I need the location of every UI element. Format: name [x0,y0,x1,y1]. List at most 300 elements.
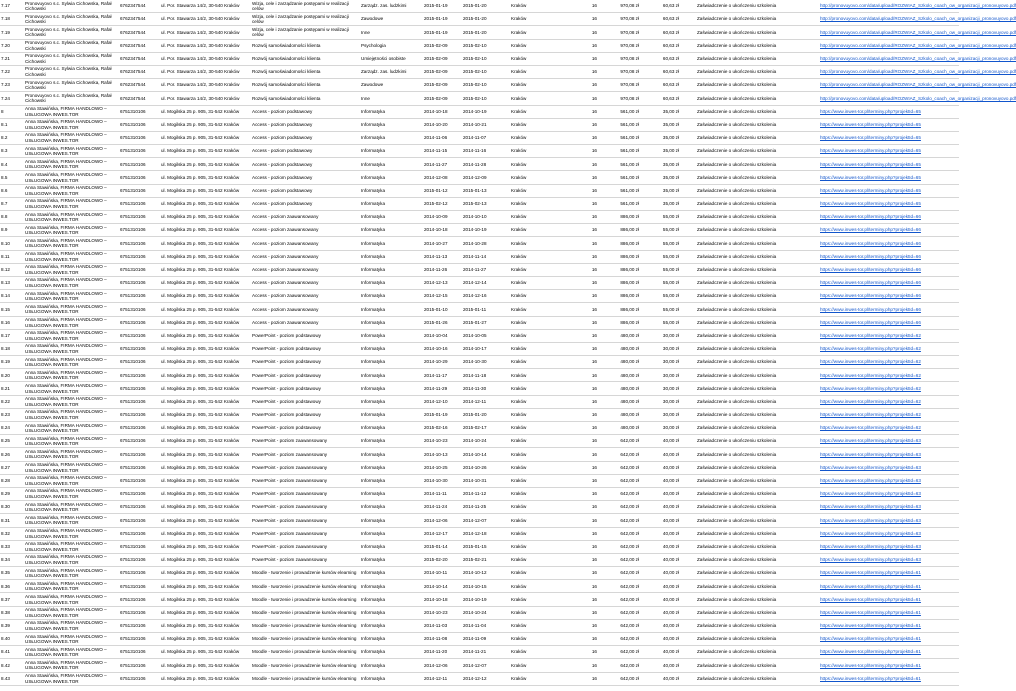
course-link[interactable]: https://www.inwes-tor.pl/terminy.php?projektId=61 [820,662,921,668]
end-date: 2015-02-10 [463,42,487,48]
hours: 16 [591,253,597,259]
provider-address: ul. Mogilska 25 p. 905, 31-542 Kraków [161,451,240,457]
tax-id: 6751310106 [120,517,146,523]
price: 561,00 zł [620,201,639,207]
table-row [0,53,1016,66]
course-link[interactable]: https://www.inwes-tor.pl/terminy.php?projektId=63 [820,491,921,497]
course-link[interactable]: https://www.inwes-tor.pl/terminy.php?projektId=62 [820,359,921,365]
course-link[interactable]: https://www.inwes-tor.pl/terminy.php?projektId=65 [820,108,921,114]
row-number: 8.19 [1,359,10,365]
end-date: 2015-01-20 [463,16,487,22]
course-link[interactable]: https://www.inwes-tor.pl/terminy.php?projektId=66 [820,240,921,246]
city: Kraków [511,95,527,101]
city: Kraków [511,240,527,246]
course-category: Informatyka [361,148,385,154]
course-link[interactable]: https://www.inwes-tor.pl/terminy.php?projektId=61 [820,623,921,629]
course-title: Access - poziom podstawowy [252,174,313,180]
provider-address: ul. Mogilska 25 p. 905, 31-542 Kraków [161,675,240,681]
course-title: Access - poziom zaawansowany [252,293,319,299]
provider-name: Anna Stawińska, FIRMA HANDLOWO – USŁUGOWA INWES.TOR [25,237,107,249]
city: Kraków [511,346,527,352]
course-link[interactable]: https://www.inwes-tor.pl/terminy.php?projektId=66 [820,293,921,299]
hours: 16 [591,372,597,378]
tax-id: 6751310106 [120,293,146,299]
course-link[interactable]: https://www.inwes-tor.pl/terminy.php?projektId=62 [820,372,921,378]
provider-name: Anna Stawińska, FIRMA HANDLOWO – USŁUGOWA INWES.TOR [25,251,107,262]
tax-id: 6751310106 [120,557,146,563]
row-number: 8.23 [1,412,10,418]
hours: 16 [591,675,597,681]
course-link[interactable]: https://www.inwes-tor.pl/terminy.php?projektId=61 [820,675,921,681]
table-row [0,396,959,409]
row-number: 8.4 [1,161,8,167]
hours: 16 [591,293,597,299]
row-number: 8.32 [1,530,10,536]
start-date: 2015-02-09 [424,42,448,48]
certificate-type: Zaświadczenie o ukończeniu szkolenia [697,530,777,536]
price-per-hour: 40,00 zł [662,491,679,497]
course-link[interactable]: https://www.inwes-tor.pl/terminy.php?projektId=62 [820,398,921,404]
course-link[interactable]: https://www.inwes-tor.pl/terminy.php?projektId=66 [820,306,921,312]
course-title: Moodle - tworzenie i prowadzenie kursów elearning [252,570,357,576]
course-category: Zawodowe [361,16,384,22]
provider-address: ul. Mogilska 25 p. 905, 31-542 Kraków [161,596,240,602]
price: 970,08 zł [620,69,639,75]
provider-name: Anna Stawińska, FIRMA HANDLOWO – USŁUGOWA INWES.TOR [25,198,107,209]
price-per-hour: 30,00 zł [662,398,679,404]
course-category: Informatyka [361,214,385,220]
row-number: 8.39 [1,623,10,629]
end-date: 2014-10-17 [463,346,487,352]
certificate-type: Zaświadczenie o ukończeniu szkolenia [697,42,777,48]
course-link[interactable]: https://www.inwes-tor.pl/terminy.php?projektId=65 [820,148,921,154]
city: Kraków [511,543,527,549]
city: Kraków [511,530,527,536]
course-title: Access - poziom podstawowy [252,121,313,127]
course-title: Moodle - tworzenie i prowadzenie kursów elearning [252,609,357,615]
start-date: 2014-10-20 [424,121,448,127]
end-date: 2014-12-18 [463,530,487,536]
price-per-hour: 40,00 zł [662,609,679,615]
course-link[interactable]: https://www.inwes-tor.pl/terminy.php?projektId=62 [820,425,921,431]
end-date: 2014-11-27 [463,267,487,273]
provider-name: Anna Stawińska, FIRMA HANDLOWO – USŁUGOWA INWES.TOR [25,593,107,605]
end-date: 2015-02-10 [463,56,487,62]
end-date: 2014-11-16 [463,148,487,154]
certificate-type: Zaświadczenie o ukończeniu szkolenia [697,385,777,391]
price: 642,00 zł [620,583,639,589]
provider-address: ul. Mogilska 25 p. 905, 31-542 Kraków [161,332,240,338]
start-date: 2014-11-26 [424,267,448,273]
certificate-type: Zaświadczenie o ukończeniu szkolenia [697,543,777,549]
course-title: PowerPoint - poziom zaawansowany [252,543,328,549]
course-link[interactable]: https://www.inwes-tor.pl/terminy.php?projektId=61 [820,570,921,576]
course-link[interactable]: http://pronovuyovo.com/data/upload/ROZWIAZ_Szkolo_coach_ow_organizacji_pronovuyovo.pdf [820,56,1016,62]
course-link[interactable]: https://www.inwes-tor.pl/terminy.php?projektId=66 [820,227,921,233]
provider-address: ul. Mogilska 25 p. 905, 31-542 Kraków [161,530,240,536]
course-title: Access - poziom zaawansowany [252,267,319,273]
hours: 16 [591,16,597,22]
provider-address: ul. Mogilska 25 p. 905, 31-542 Kraków [161,662,240,668]
course-link[interactable]: https://www.inwes-tor.pl/terminy.php?projektId=66 [820,253,921,259]
certificate-type: Zaświadczenie o ukończeniu szkolenia [697,267,777,273]
price-per-hour: 30,00 zł [662,332,679,338]
course-category: Informatyka [361,491,385,497]
provider-address: ul. Mogilska 25 p. 905, 31-542 Kraków [161,359,240,365]
provider-address: ul. Por. Stawarza 14/2, 30-540 Kraków [161,42,240,48]
end-date: 2014-10-12 [463,570,487,576]
course-link[interactable]: https://www.inwes-tor.pl/terminy.php?projektId=61 [820,649,921,655]
table-row [0,448,959,461]
provider-address: ul. Mogilska 25 p. 905, 31-542 Kraków [161,174,240,180]
course-title: Rozwój samoświadomości klienta [252,82,321,88]
table-row [0,132,959,145]
certificate-type: Zaświadczenie o ukończeniu szkolenia [697,95,777,101]
price-per-hour: 40,00 zł [662,636,679,642]
course-category: Informatyka [361,438,385,444]
end-date: 2014-10-19 [463,108,487,114]
city: Kraków [511,108,527,114]
row-number: 8.35 [1,570,10,576]
hours: 16 [591,504,597,510]
course-link[interactable]: http://pronovuyovo.com/data/upload/ROZWIAZ_Szkolo_coach_ow_organizacji_pronovuyovo.pdf [820,42,1016,48]
row-number: 8.3 [1,148,8,154]
tax-id: 6751310106 [120,596,146,602]
course-link[interactable]: https://www.inwes-tor.pl/terminy.php?projektId=65 [820,135,921,141]
course-category: Informatyka [361,253,385,259]
hours: 16 [591,121,597,127]
hours: 16 [591,385,597,391]
course-link[interactable]: https://www.inwes-tor.pl/terminy.php?projektId=61 [820,609,921,615]
tax-id: 6751310106 [120,583,146,589]
price: 480,00 zł [620,332,639,338]
row-number: 7.17 [1,3,10,9]
table-row [0,158,959,171]
price: 886,00 zł [620,293,639,299]
price: 642,00 zł [620,438,639,444]
start-date: 2014-12-08 [424,174,448,180]
end-date: 2014-11-18 [463,372,487,378]
start-date: 2015-01-12 [424,187,448,193]
row-number: 8.13 [1,280,10,286]
provider-address: ul. Mogilska 25 p. 905, 31-542 Kraków [161,227,240,233]
provider-name: Anna Stawińska, FIRMA HANDLOWO – USŁUGOWA INWES.TOR [25,330,107,341]
course-link[interactable]: https://www.inwes-tor.pl/terminy.php?projektId=66 [820,267,921,273]
start-date: 2014-10-11 [424,570,448,576]
course-title: Moodle - tworzenie i prowadzenie kursów elearning [252,623,357,629]
price: 561,00 zł [620,148,639,154]
tax-id: 6762347544 [120,95,146,101]
certificate-type: Zaświadczenie o ukończeniu szkolenia [697,372,777,378]
certificate-type: Zaświadczenie o ukończeniu szkolenia [697,319,777,325]
certificate-type: Zaświadczenie o ukończeniu szkolenia [697,570,777,576]
table-row [0,356,959,369]
course-link[interactable]: http://pronovuyovo.com/data/upload/ROZWIAZ_Szkolo_coach_ow_organizacji_pronovuyovo.pdf [820,95,1016,101]
tax-id: 6751310106 [120,187,146,193]
course-link[interactable]: https://www.inwes-tor.pl/terminy.php?projektId=65 [820,187,921,193]
city: Kraków [511,398,527,404]
city: Kraków [511,16,527,22]
tax-id: 6751310106 [120,609,146,615]
provider-address: ul. Por. Stawarza 14/2, 30-540 Kraków [161,56,240,62]
course-link[interactable]: https://www.inwes-tor.pl/terminy.php?projektId=63 [820,557,921,563]
row-number: 8.29 [1,491,10,497]
provider-name: Anna Stawińska, FIRMA HANDLOWO – USŁUGOWA INWES.TOR [25,567,107,579]
price-per-hour: 55,00 zł [662,319,679,325]
table-row [0,435,959,448]
city: Kraków [511,227,527,233]
course-link[interactable]: https://www.inwes-tor.pl/terminy.php?projektId=63 [820,517,921,523]
price: 886,00 zł [620,267,639,273]
table-row [0,593,959,606]
course-category: Informatyka [361,464,385,470]
price-per-hour: 30,00 zł [662,359,679,365]
provider-name: Anna Stawińska, FIRMA HANDLOWO – USŁUGOWA INWES.TOR [25,673,107,684]
course-title: PowerPoint - poziom podstawowy [252,425,321,431]
table-row [0,462,959,475]
certificate-type: Zaświadczenie o ukończeniu szkolenia [697,596,777,602]
row-number: 8 [1,108,4,114]
provider-address: ul. Por. Stawarza 14/2, 30-540 Kraków [161,95,240,101]
course-title: Access - poziom zaawansowany [252,214,319,220]
end-date: 2015-01-20 [463,3,487,9]
price-per-hour: 40,00 zł [662,504,679,510]
start-date: 2014-10-25 [424,464,448,470]
course-title: PowerPoint - poziom zaawansowany [252,451,328,457]
end-date: 2014-11-30 [463,385,487,391]
table-row [0,580,959,593]
course-link[interactable]: https://www.inwes-tor.pl/terminy.php?projektId=63 [820,543,921,549]
course-link[interactable]: https://www.inwes-tor.pl/terminy.php?projektId=62 [820,346,921,352]
hours: 16 [591,227,597,233]
provider-address: ul. Mogilska 25 p. 905, 31-542 Kraków [161,570,240,576]
end-date: 2015-01-11 [463,306,487,312]
tax-id: 6751310106 [120,438,146,444]
hours: 16 [591,135,597,141]
course-link[interactable]: http://pronovuyovo.com/data/upload/ROZWIAZ_Szkolo_coach_ow_organizacji_pronovuyovo.pdf [820,16,1016,22]
city: Kraków [511,253,527,259]
course-link[interactable]: https://www.inwes-tor.pl/terminy.php?projektId=63 [820,530,921,536]
course-category: Informatyka [361,280,385,286]
city: Kraków [511,557,527,563]
course-link[interactable]: https://www.inwes-tor.pl/terminy.php?projektId=66 [820,214,921,220]
end-date: 2015-01-20 [463,412,487,418]
end-date: 2014-12-09 [463,174,487,180]
tax-id: 6751310106 [120,332,146,338]
start-date: 2014-12-11 [424,675,448,681]
course-link[interactable]: https://www.inwes-tor.pl/terminy.php?projektId=61 [820,596,921,602]
course-link[interactable]: http://pronovuyovo.com/data/upload/ROZWIAZ_Szkolo_coach_ow_organizacji_pronovuyovo.pdf [820,69,1016,75]
price-per-hour: 60,63 zł [662,42,679,48]
start-date: 2015-01-10 [424,306,448,312]
end-date: 2015-02-21 [463,557,487,563]
course-link[interactable]: https://www.inwes-tor.pl/terminy.php?projektId=65 [820,201,921,207]
course-link[interactable]: http://pronovuyovo.com/data/upload/ROZWIAZ_Szkolo_coach_ow_organizacji_pronovuyovo.pdf [820,29,1016,35]
certificate-type: Zaświadczenie o ukończeniu szkolenia [697,451,777,457]
row-number: 8.34 [1,557,10,563]
provider-address: ul. Por. Stawarza 14/2, 30-540 Kraków [161,3,240,9]
price: 642,00 zł [620,543,639,549]
price-per-hour: 55,00 zł [662,227,679,233]
tax-id: 6751310106 [120,319,146,325]
course-link[interactable]: http://pronovuyovo.com/data/upload/ROZWIAZ_Szkolo_coach_ow_organizacji_pronovuyovo.pdf [820,82,1016,88]
provider-address: ul. Mogilska 25 p. 905, 31-542 Kraków [161,543,240,549]
tax-id: 6751310106 [120,214,146,220]
tax-id: 6751310106 [120,135,146,141]
course-title: Rozwój samoświadomości klienta [252,95,321,101]
course-title: Wizja, cele i zarządzanie postępami w realizacji celów [252,13,349,25]
course-link[interactable]: https://www.inwes-tor.pl/terminy.php?projektId=62 [820,412,921,418]
price-per-hour: 30,00 zł [662,425,679,431]
hours: 16 [591,346,597,352]
row-number: 8.12 [1,267,10,273]
course-link[interactable]: https://www.inwes-tor.pl/terminy.php?projektId=62 [820,385,921,391]
end-date: 2015-01-20 [463,29,487,35]
course-title: PowerPoint - poziom zaawansowany [252,491,328,497]
hours: 16 [591,108,597,114]
end-date: 2014-10-28 [463,240,487,246]
end-date: 2014-11-09 [463,636,487,642]
course-title: Moodle - tworzenie i prowadzenie kursów elearning [252,649,357,655]
price-per-hour: 30,00 zł [662,346,679,352]
city: Kraków [511,425,527,431]
start-date: 2014-12-06 [424,662,448,668]
hours: 16 [591,187,597,193]
certificate-type: Zaświadczenie o ukończeniu szkolenia [697,636,777,642]
hours: 16 [591,42,597,48]
price-per-hour: 55,00 zł [662,306,679,312]
provider-name: Anna Stawińska, FIRMA HANDLOWO – USŁUGOWA INWES.TOR [25,277,107,289]
provider-name: Anna Stawińska, FIRMA HANDLOWO – USŁUGOWA INWES.TOR [25,211,107,223]
price-per-hour: 60,63 zł [662,82,679,88]
price-per-hour: 60,63 zł [662,16,679,22]
price-per-hour: 40,00 zł [662,675,679,681]
table-row [0,303,959,316]
course-category: Informatyka [361,135,385,141]
tax-id: 6751310106 [120,412,146,418]
start-date: 2014-12-17 [424,530,448,536]
price-per-hour: 55,00 zł [662,214,679,220]
price-per-hour: 35,00 zł [662,108,679,114]
course-link[interactable]: https://www.inwes-tor.pl/terminy.php?projektId=63 [820,478,921,484]
course-link[interactable]: https://www.inwes-tor.pl/terminy.php?projektId=66 [820,319,921,325]
row-number: 8.18 [1,346,10,352]
certificate-type: Zaświadczenie o ukończeniu szkolenia [697,359,777,365]
provider-name: Anna Stawińska, FIRMA HANDLOWO – USŁUGOWA INWES.TOR [25,317,107,328]
end-date: 2014-10-24 [463,609,487,615]
price: 642,00 zł [620,464,639,470]
hours: 16 [591,148,597,154]
course-link[interactable]: https://www.inwes-tor.pl/terminy.php?projektId=63 [820,464,921,470]
start-date: 2014-11-17 [424,372,448,378]
end-date: 2014-10-21 [463,121,487,127]
tax-id: 6751310106 [120,478,146,484]
provider-address: ul. Mogilska 25 p. 905, 31-542 Kraków [161,372,240,378]
course-link[interactable]: https://www.inwes-tor.pl/terminy.php?projektId=63 [820,451,921,457]
end-date: 2014-11-04 [463,623,487,629]
table-row [0,92,1016,105]
course-link[interactable]: https://www.inwes-tor.pl/terminy.php?projektId=61 [820,636,921,642]
course-link[interactable]: https://www.inwes-tor.pl/terminy.php?projektId=66 [820,280,921,286]
price-per-hour: 55,00 zł [662,293,679,299]
course-link[interactable]: https://www.inwes-tor.pl/terminy.php?projektId=65 [820,174,921,180]
course-title: Moodle - tworzenie i prowadzenie kursów elearning [252,662,357,668]
course-category: Informatyka [361,359,385,365]
end-date: 2014-11-28 [463,161,487,167]
course-title: PowerPoint - poziom podstawowy [252,346,321,352]
course-title: PowerPoint - poziom zaawansowany [252,438,328,444]
course-title: Access - poziom podstawowy [252,148,313,154]
city: Kraków [511,148,527,154]
city: Kraków [511,69,527,75]
course-link[interactable]: https://www.inwes-tor.pl/terminy.php?projektId=63 [820,438,921,444]
tax-id: 6762347544 [120,16,146,22]
course-title: Access - poziom podstawowy [252,201,313,207]
course-title: PowerPoint - poziom podstawowy [252,385,321,391]
city: Kraków [511,267,527,273]
course-title: Moodle - tworzenie i prowadzenie kursów elearning [252,596,357,602]
city: Kraków [511,451,527,457]
end-date: 2014-10-24 [463,438,487,444]
course-link[interactable]: https://www.inwes-tor.pl/terminy.php?projektId=65 [820,161,921,167]
course-title: Rozwój samoświadomości klienta [252,42,321,48]
provider-name: Anna Stawińska, FIRMA HANDLOWO – USŁUGOWA INWES.TOR [25,580,107,592]
price-per-hour: 35,00 zł [662,187,679,193]
price-per-hour: 40,00 zł [662,596,679,602]
start-date: 2014-11-06 [424,135,448,141]
course-title: Access - poziom zaawansowany [252,253,319,259]
course-link[interactable]: https://www.inwes-tor.pl/terminy.php?projektId=62 [820,332,921,338]
table-row [0,106,959,119]
provider-name: Anna Stawińska, FIRMA HANDLOWO – USŁUGOWA INWES.TOR [25,106,107,117]
hours: 16 [591,623,597,629]
course-title: Rozwój samoświadomości klienta [252,56,321,62]
price: 480,00 zł [620,359,639,365]
hours: 16 [591,649,597,655]
certificate-type: Zaświadczenie o ukończeniu szkolenia [697,504,777,510]
course-link[interactable]: http://pronovuyovo.com/data/upload/ROZWIAZ_Szkolo_coach_ow_organizacji_pronovuyovo.pdf [820,3,1016,9]
course-link[interactable]: https://www.inwes-tor.pl/terminy.php?projektId=61 [820,583,921,589]
hours: 16 [591,662,597,668]
city: Kraków [511,636,527,642]
certificate-type: Zaświadczenie o ukończeniu szkolenia [697,557,777,563]
tax-id: 6751310106 [120,121,146,127]
start-date: 2015-02-16 [424,425,448,431]
certificate-type: Zaświadczenie o ukończeniu szkolenia [697,438,777,444]
row-number: 8.22 [1,398,10,404]
hours: 16 [591,359,597,365]
table-row [0,224,959,237]
price-per-hour: 55,00 zł [662,240,679,246]
course-link[interactable]: https://www.inwes-tor.pl/terminy.php?projektId=65 [820,121,921,127]
row-number: 7.23 [1,82,10,88]
certificate-type: Zaświadczenie o ukończeniu szkolenia [697,161,777,167]
provider-name: Anna Stawińska, FIRMA HANDLOWO – USŁUGOWA INWES.TOR [25,171,107,183]
price-per-hour: 40,00 zł [662,623,679,629]
price: 642,00 zł [620,649,639,655]
provider-name: Anna Stawińska, FIRMA HANDLOWO – USŁUGOWA INWES.TOR [25,422,107,434]
course-title: PowerPoint - poziom podstawowy [252,332,321,338]
end-date: 2014-10-30 [463,359,487,365]
city: Kraków [511,121,527,127]
course-title: Wizja, cele i zarządzanie postępami w realizacji celów [252,0,349,12]
course-link[interactable]: https://www.inwes-tor.pl/terminy.php?projektId=63 [820,504,921,510]
provider-address: ul. Mogilska 25 p. 905, 31-542 Kraków [161,504,240,510]
row-number: 7.24 [1,95,10,101]
tax-id: 6751310106 [120,491,146,497]
provider-name: Pronovuyovo s.c. Sylwia Cichowska, Rafał Cichowski [25,40,112,51]
certificate-type: Zaświadczenie o ukończeniu szkolenia [697,649,777,655]
